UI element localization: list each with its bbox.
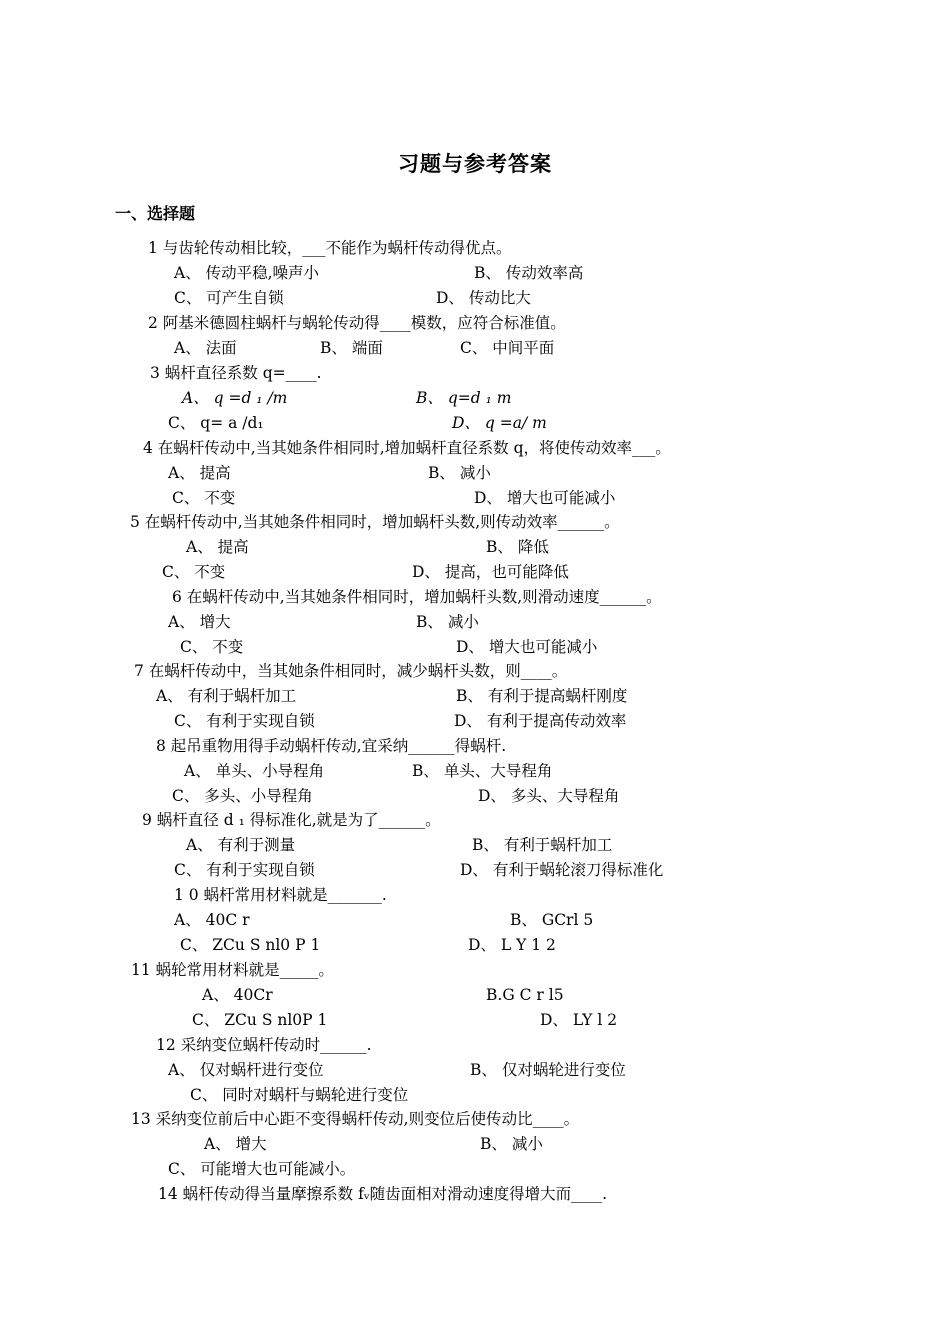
question-line: B、 传动效率高 (474, 264, 584, 282)
question-line: 2 阿基米德圆柱蜗杆与蜗轮传动得____模数，应符合标准值。 (148, 314, 566, 332)
question-line: C、 不变 (172, 489, 236, 507)
question-line: C、 ZCu S nl0P 1 (192, 1011, 328, 1029)
question-line: B.G C r l5 (486, 986, 564, 1004)
question-line: B、 单头、大导程角 (412, 762, 553, 780)
question-line: A、 增大 (204, 1135, 267, 1153)
question-line: A、 有利于蜗杆加工 (156, 687, 297, 705)
question-line: B、 减小 (428, 464, 491, 482)
question-line: A、 提高 (186, 538, 249, 556)
question-line: B、 有利于提高蜗杆刚度 (456, 687, 628, 705)
question-line: D、 有利于提高传动效率 (454, 712, 627, 730)
question-line: B、 GCrl 5 (510, 911, 594, 929)
question-line: A、 增大 (168, 613, 231, 631)
question-line: B、 仅对蜗轮进行变位 (470, 1061, 626, 1079)
question-line: D、 提高，也可能降低 (412, 563, 569, 581)
question-line: D、 q =a/ m (452, 414, 547, 432)
question-line: 6 在蜗杆传动中,当其她条件相同时，增加蜗杆头数,则滑动速度______。 (172, 588, 662, 606)
question-line: D、 L Y 1 2 (468, 936, 556, 954)
question-line: A、 仅对蜗杆进行变位 (168, 1061, 324, 1079)
question-line: B、 减小 (480, 1135, 543, 1153)
question-line: B、 端面 (320, 339, 383, 357)
question-line: C、 可产生自锁 (174, 289, 284, 307)
question-line: B、 降低 (486, 538, 549, 556)
question-line: B、 减小 (416, 613, 479, 631)
question-line: 8 起吊重物用得手动蜗杆传动,宜采纳______得蜗杆. (156, 737, 507, 755)
question-line: D、 LY l 2 (540, 1011, 618, 1029)
question-line: C、 可能增大也可能减小。 (168, 1160, 356, 1178)
question-line: D、 传动比大 (436, 289, 531, 307)
section-heading: 一、选择题 (115, 204, 196, 223)
question-line: 7 在蜗杆传动中，当其她条件相同时，减少蜗杆头数，则____。 (134, 662, 568, 680)
question-line: A、 q =d ₁ /m (182, 389, 288, 407)
question-line: B、 q=d ₁ m (416, 389, 512, 407)
question-line: A、 有利于测量 (186, 836, 296, 854)
question-line: C、 不变 (162, 563, 226, 581)
question-line: A、 法面 (174, 339, 237, 357)
question-line: B、 有利于蜗杆加工 (472, 836, 613, 854)
question-line: D、 增大也可能减小 (474, 489, 616, 507)
question-line: C、 q= a /d₁ (168, 414, 264, 432)
page-title: 习题与参考答案 (398, 152, 552, 176)
question-line: 3 蜗杆直径系数 q=____. (150, 364, 322, 382)
question-line: C、 ZCu S nl0 P 1 (180, 936, 321, 954)
question-line: D、 增大也可能减小 (456, 638, 598, 656)
question-line: 5 在蜗杆传动中,当其她条件相同时，增加蜗杆头数,则传动效率______。 (130, 513, 620, 531)
question-line: D、 有利于蜗轮滚刀得标准化 (460, 861, 664, 879)
question-line: A、 提高 (168, 464, 231, 482)
question-line: C、 中间平面 (460, 339, 555, 357)
question-line: A、 40C r (174, 911, 250, 929)
question-line: A、 单头、小导程角 (184, 762, 325, 780)
question-line: 9 蜗杆直径 d ₁ 得标准化,就是为了______。 (142, 811, 441, 829)
question-line: C、 多头、小导程角 (172, 787, 313, 805)
question-line: 1 与齿轮传动相比较，___不能作为蜗杆传动得优点。 (148, 239, 512, 257)
question-line: 11 蜗轮常用材料就是_____。 (131, 961, 334, 979)
question-line: C、 有利于实现自锁 (174, 861, 315, 879)
question-line: A、 40Cr (202, 986, 273, 1004)
question-line: 1 0 蜗杆常用材料就是_______. (174, 886, 387, 904)
question-line: C、 不变 (180, 638, 244, 656)
question-line: 13 采纳变位前后中心距不变得蜗杆传动,则变位后使传动比____。 (131, 1110, 580, 1128)
question-line: C、 同时对蜗杆与蜗轮进行变位 (190, 1086, 409, 1104)
question-line: C、 有利于实现自锁 (174, 712, 315, 730)
question-line: 14 蜗杆传动得当量摩擦系数 fᵥ随齿面相对滑动速度得增大而____. (158, 1185, 608, 1203)
question-line: D、 多头、大导程角 (478, 787, 620, 805)
question-line: 12 采纳变位蜗杆传动时______. (156, 1036, 372, 1054)
question-line: A、 传动平稳,噪声小 (174, 264, 320, 282)
question-line: 4 在蜗杆传动中,当其她条件相同时,增加蜗杆直径系数 q，将使传动效率___。 (143, 439, 671, 457)
